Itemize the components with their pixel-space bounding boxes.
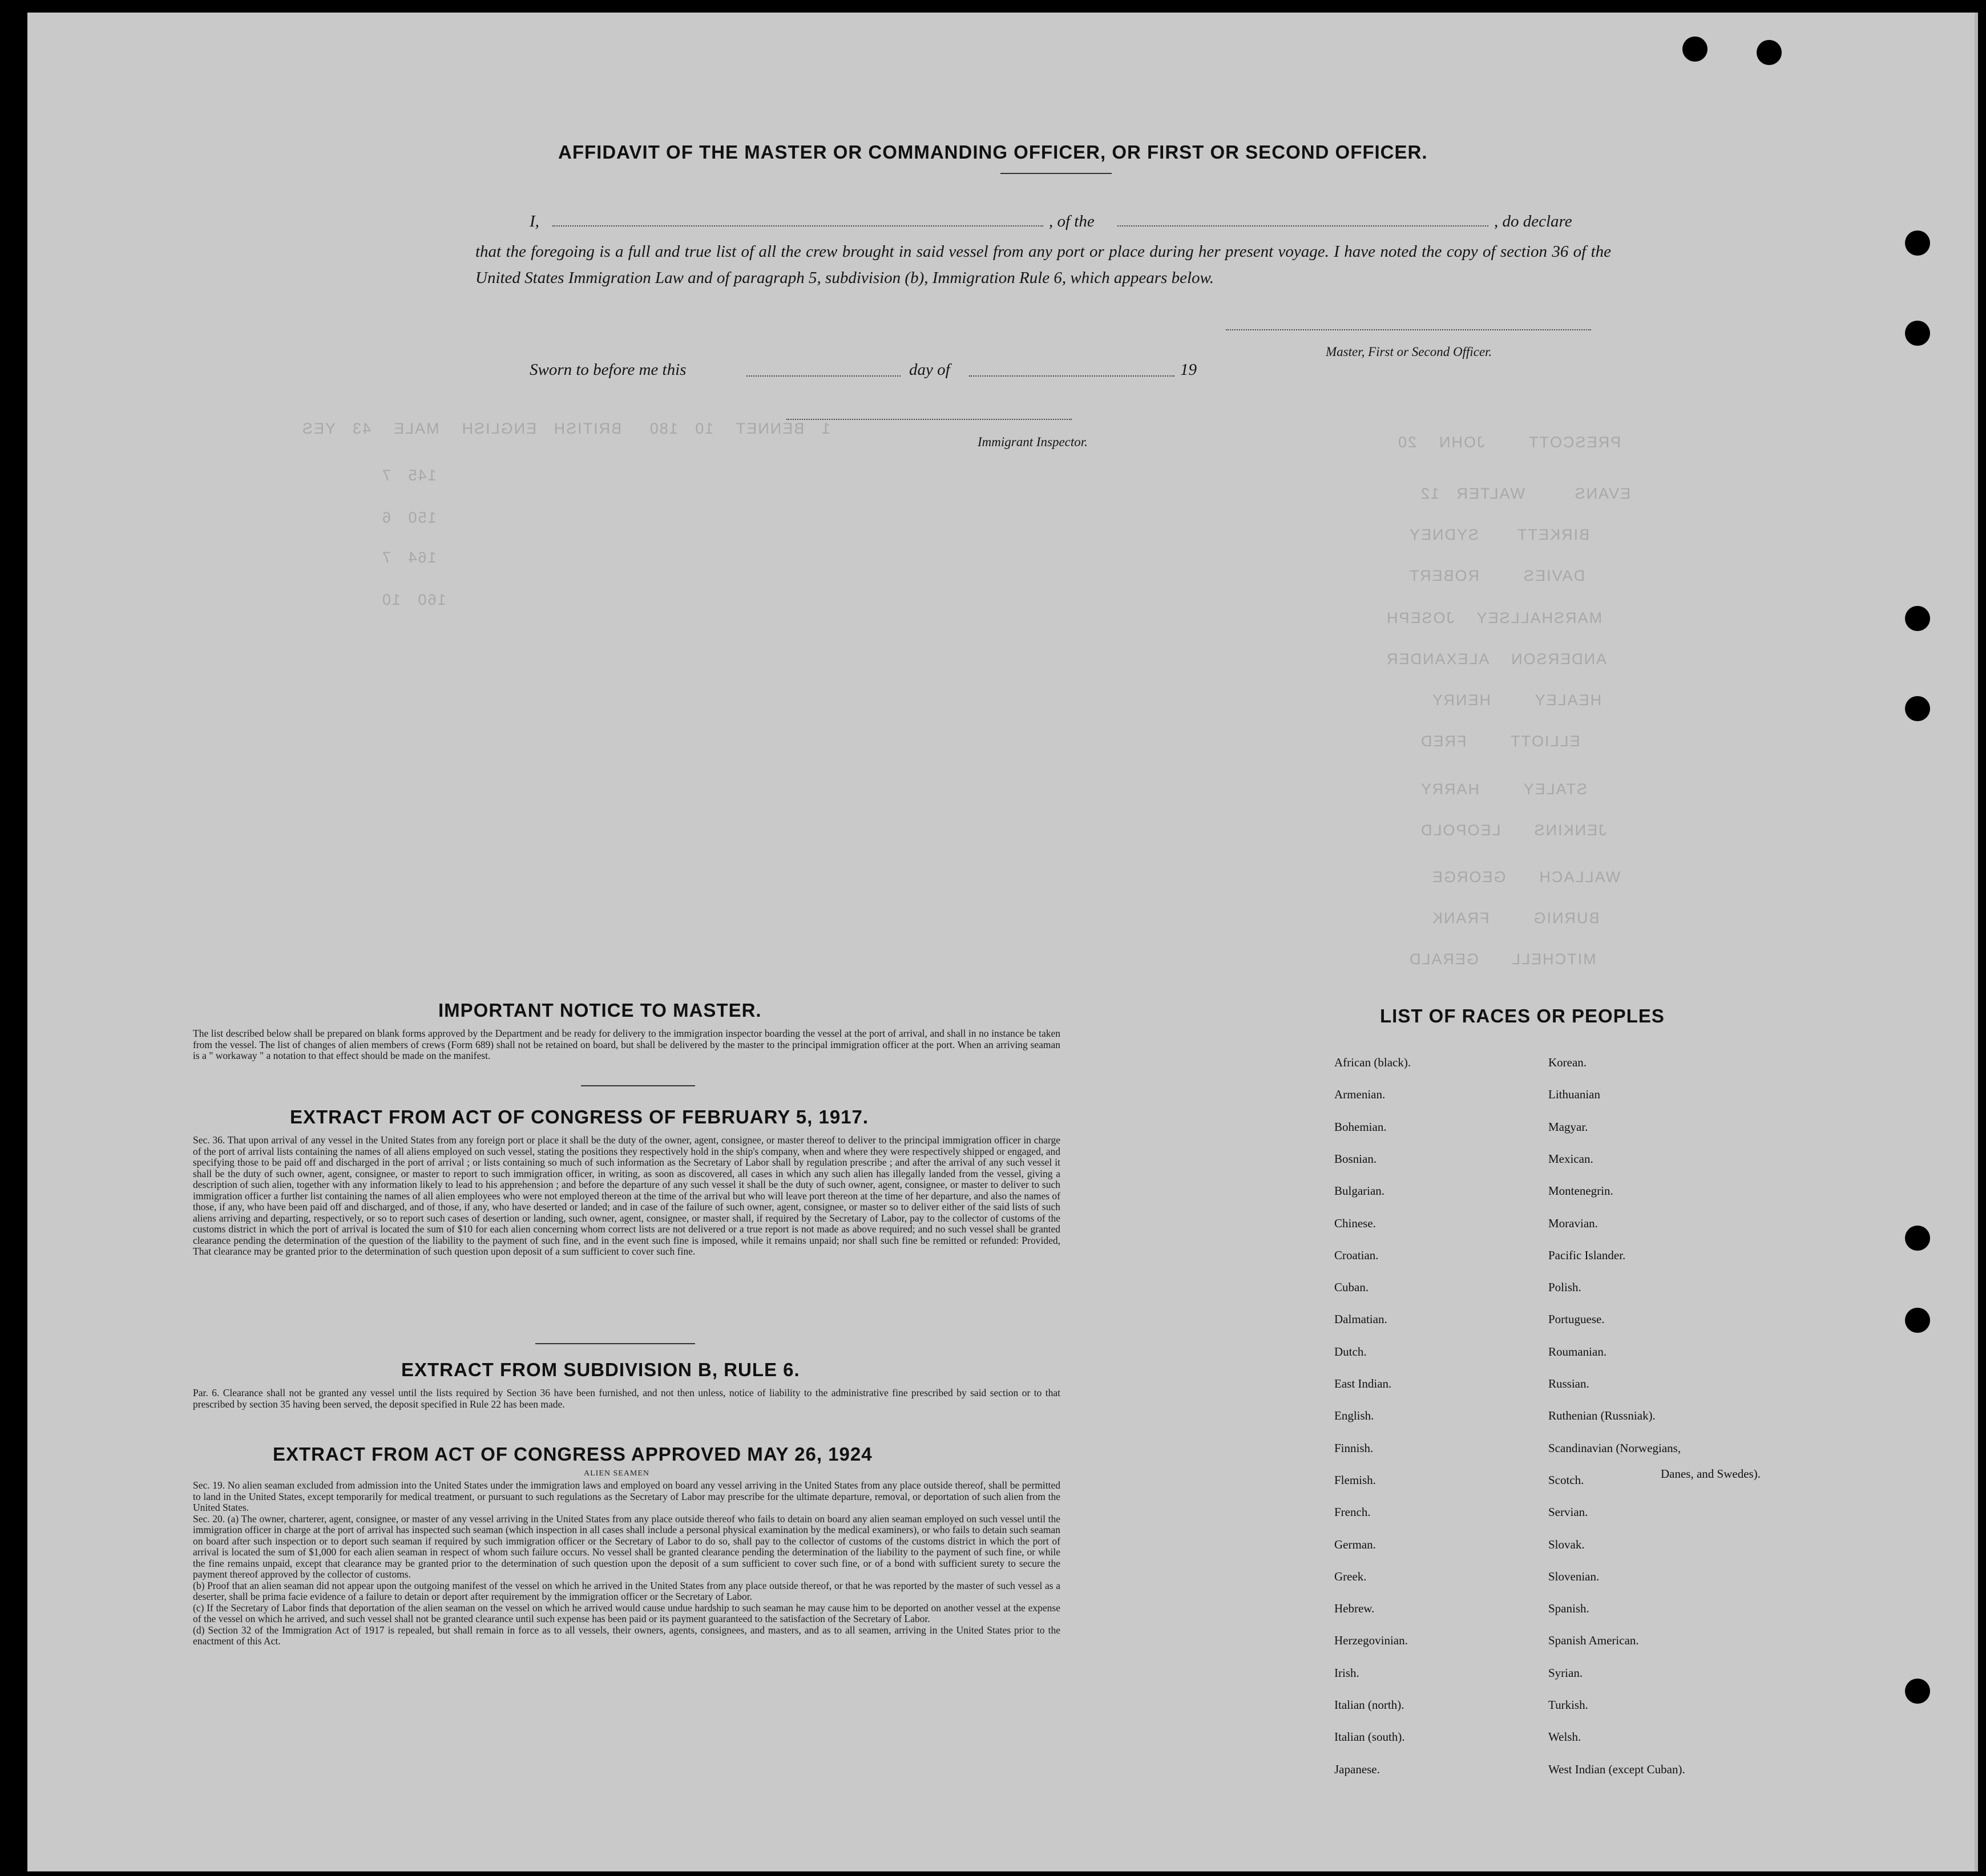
bleed-through-text: WALLACH GEORGE <box>1431 868 1621 886</box>
race-item: English. <box>1334 1409 1374 1423</box>
race-item: Irish. <box>1334 1665 1359 1680</box>
vessel-label: , of the <box>1049 212 1095 231</box>
race-item: Pacific Islander. <box>1548 1248 1626 1262</box>
sec19-paragraph: Sec. 19. No alien seaman excluded from admission into the United States under the immigration laws and employed on board any vessel arriving in the United States from any place outside thereof, shall be permitted to land in the United States, except temporarily for medical treatment, or pursuant to such regulations as the Secretary of Labor may prescribe for the ultimate departure, removal, or deportation of such alien from the United States. <box>193 1479 1060 1513</box>
race-item: Welsh. <box>1548 1730 1581 1744</box>
race-item: Bulgarian. <box>1334 1184 1385 1198</box>
binder-hole <box>1905 606 1930 631</box>
alien-seamen-subtitle: ALIEN SEAMEN <box>584 1469 650 1478</box>
sec20b-paragraph: (b) Proof that an alien seaman did not appear upon the outgoing manifest of the vessel on which he arrived in the United States from any place outside thereof, or that he was reported by the master of such vessel as a deserter, shall be prima facie evidence of a failure to detain or deport after requirement by the immigration officer or the Secretary of Labor. <box>193 1579 1060 1602</box>
master-signature-label: Master, First or Second Officer. <box>1326 345 1492 359</box>
affiant-label: I, <box>530 212 539 231</box>
divider <box>1000 173 1112 174</box>
bleed-through-text: 160 10 <box>381 591 446 608</box>
race-item: West Indian (except Cuban). <box>1548 1762 1685 1776</box>
race-item: East Indian. <box>1334 1377 1392 1390</box>
race-item: Bohemian. <box>1334 1119 1387 1134</box>
vessel-name-line[interactable] <box>1117 225 1488 227</box>
bleed-through-text: EVANS WALTER 12 <box>1420 485 1631 502</box>
day-of-label: day of <box>909 361 950 379</box>
extract-rule6-title: EXTRACT FROM SUBDIVISION B, RULE 6. <box>401 1359 800 1380</box>
binder-hole <box>1905 696 1930 721</box>
race-item: Lithuanian <box>1548 1087 1600 1102</box>
race-item: Hebrew. <box>1334 1602 1375 1616</box>
binder-hole <box>1905 1226 1930 1251</box>
race-item: Montenegrin. <box>1548 1184 1613 1198</box>
extract-1924-title: EXTRACT FROM ACT OF CONGRESS APPROVED MAY 26, 1924 <box>273 1444 873 1465</box>
bleed-through-text: MITCHELL GERALD <box>1408 951 1596 968</box>
bleed-through-text: DAVIES ROBERT <box>1408 567 1585 584</box>
sec20c-paragraph: (c) If the Secretary of Labor finds that deportation of the alien seaman on the vessel on which he arrived would cause undue hardship to such seaman he may cause him to be deported on another vessel at the expense of the vessel on which he arrived, and such vessel shall not be granted clearance until such expense has been paid or its payment guaranteed to the satisfaction of the Secretary of Labor. <box>193 1602 1060 1624</box>
bleed-through-text: 150 6 <box>381 509 437 526</box>
bleed-through-text: HEALEY HENRY <box>1431 692 1602 709</box>
race-item: Polish. <box>1548 1280 1581 1295</box>
bleed-through-text: BURNIG FRANK <box>1431 909 1600 927</box>
race-item: Magyar. <box>1548 1119 1588 1134</box>
race-item: Spanish. <box>1548 1602 1589 1616</box>
divider <box>581 1085 695 1086</box>
binder-hole <box>1757 40 1782 65</box>
race-item: Chinese. <box>1334 1216 1376 1230</box>
race-item: Croatian. <box>1334 1248 1379 1262</box>
declare-label: , do declare <box>1494 212 1572 231</box>
race-item: African (black). <box>1334 1056 1411 1069</box>
race-item: French. <box>1334 1505 1371 1519</box>
bleed-through-text: ELLIOTT FRED <box>1420 733 1580 750</box>
race-item: Greek. <box>1334 1569 1367 1583</box>
sec20a-paragraph: Sec. 20. (a) The owner, charterer, agent, consignee, or master of any vessel arriving in the United States from any place outside thereof who fails to detain on board any alien seaman employed on such vessel until the immigration officer in charge at the port of arrival has inspected such seaman (which inspection in all cases shall include a personal physical examination by the medical examiners), or who fails to detain such seaman on board after such inspection or to deport such seaman if required by such immigration officer or the Secretary of Labor to do so, shall pay to the collector of customs of the customs district in which the port of arrival is located the sum of $1,000 for each alien seaman in respect of whom such failure occurs. No vessel shall be granted clearance pending the determination of the liability to the payment of such fine, or while the fine remains unpaid, except that clearance may be granted prior to the determination of such question upon the deposit of a sum sufficient to cover such fine, or of a bond with sufficient surety to secure the payment thereof approved by the collector of customs. <box>193 1513 1060 1580</box>
inspector-label: Immigrant Inspector. <box>978 435 1088 449</box>
affidavit-title: AFFIDAVIT OF THE MASTER OR COMMANDING OFFICER, OR FIRST OR SECOND OFFICER. <box>558 141 1428 163</box>
sworn-month-line[interactable] <box>969 375 1174 377</box>
inspector-signature-line[interactable] <box>786 419 1072 420</box>
sworn-day-line[interactable] <box>746 375 901 377</box>
affiant-name-line[interactable] <box>552 225 1043 227</box>
sworn-label: Sworn to before me this <box>530 361 687 379</box>
notice-body: The list described below shall be prepared on blank forms approved by the Department and be ready for delivery to the immigration inspector boarding the vessel at the port of arrival, and shall in no instance be taken from the vessel. The list of changes of alien members of crews (Form 689) shall not be retained on board, but shall be delivered by the master to the principal immigration officer at the port. When an arriving seaman is a " workaway " a notation to that effect should be made on the manifest. <box>193 1028 1060 1061</box>
binder-hole <box>1905 231 1930 256</box>
race-item: Slovak. <box>1548 1537 1585 1551</box>
race-item: Cuban. <box>1334 1280 1369 1295</box>
race-item: Armenian. <box>1334 1087 1386 1102</box>
binder-hole <box>1905 321 1930 346</box>
bleed-through-text: 145 7 <box>381 467 437 484</box>
notice-title: IMPORTANT NOTICE TO MASTER. <box>438 1000 762 1021</box>
bleed-through-text: 1 BENNET 10 180 BRITISH ENGLISH MALE 43 YES <box>301 420 830 437</box>
race-item: Flemish. <box>1334 1473 1376 1487</box>
race-item: Finnish. <box>1334 1441 1374 1455</box>
binder-hole <box>1905 1679 1930 1704</box>
divider <box>535 1343 695 1344</box>
bleed-through-text: MARSHALLSEY JOSEPH <box>1386 609 1602 626</box>
race-item: Servian. <box>1548 1505 1588 1519</box>
race-item: Italian (north). <box>1334 1698 1404 1712</box>
bleed-through-text: STALEY HARRY <box>1420 781 1588 798</box>
race-item: Mexican. <box>1548 1151 1593 1166</box>
race-item: Ruthenian (Russniak). <box>1548 1409 1656 1423</box>
race-item: Slovenian. <box>1548 1569 1600 1583</box>
race-item: Spanish American. <box>1548 1634 1639 1648</box>
race-item: Turkish. <box>1548 1698 1588 1712</box>
bleed-through-text: JENKINS LEOPOLD <box>1420 822 1606 839</box>
race-item: Russian. <box>1548 1377 1589 1390</box>
bleed-through-text: PRESCOTT JOHN 20 <box>1397 434 1621 451</box>
bleed-through-text: 164 7 <box>381 549 437 566</box>
races-title: LIST OF RACES OR PEOPLES <box>1380 1005 1665 1026</box>
master-signature-line[interactable] <box>1226 329 1591 330</box>
race-item: Dutch. <box>1334 1344 1367 1359</box>
extract-1917-body: Sec. 36. That upon arrival of any vessel in the United States from any foreign port or place it shall be the duty of the owner, agent, consignee, or master thereof to deliver to the principal immigration officer in charge of the port of arrival lists containing the names of all aliens employed on such vessel, stating the positions they respectively hold in the ship's company, when and where they were respectively shipped or engaged, and specifying those to be paid off and discharged in the port of arrival ; or lists containing so much of such information as the Secretary of Labor shall by regulation prescribe ; and after the arrival of any such vessel it shall be the duty of such owner, agent, consignee, or master to report to such immigration officer, in writing, as soon as discovered, all cases in which any such alien has illegally landed from the vessel, giving a description of such alien, together with any information likely to lead to his apprehension ; and before the departure of any such vessel it shall be the duty of such owner, agent, consignee, or master to deliver to such immigration officer a further list containing the names of all alien employees who were not employed thereon at the time of the arrival but who will leave port thereon at the time of her departure, and also the names of those, if any, who have been paid off and discharged, and of those, if any, who have deserted or landed; and in case of the failure of such owner, agent, consignee, or master so to deliver either of the said lists of such aliens arriving and departing, respectively, or so to report such cases of desertion or landing, such owner, agent, consignee, or master shall, if required by the Secretary of Labor, pay to the collector of customs of the customs district in which the port of arrival is located the sum of $10 for each alien concerning whom correct lists are not delivered or a true report is not made as above required; and no such vessel shall be granted clearance pending the determination of the question of the liability to the payment of such fine, and in the event such fine is imposed, while it remains unpaid; nor shall such fine be remitted or refunded: Provided, That clearance may be granted prior to the determination of such question upon deposit of a sum sufficient to cover such fine. <box>193 1134 1060 1257</box>
year-prefix: 19 <box>1180 361 1197 379</box>
binder-hole <box>1905 1308 1930 1333</box>
race-item: Bosnian. <box>1334 1151 1377 1166</box>
race-item: Syrian. <box>1548 1665 1583 1680</box>
bleed-through-text: ANDERSON ALEXANDER <box>1386 650 1607 668</box>
race-item: Korean. <box>1548 1056 1587 1069</box>
race-item: Portuguese. <box>1548 1312 1605 1327</box>
document-page <box>27 13 1978 1871</box>
race-item: Herzegovinian. <box>1334 1634 1408 1648</box>
race-item: Italian (south). <box>1334 1730 1405 1744</box>
race-item: Dalmatian. <box>1334 1312 1387 1327</box>
extract-1924-body <box>193 1480 1060 1647</box>
race-item: Scotch. <box>1548 1473 1584 1487</box>
race-item: Japanese. <box>1334 1762 1380 1776</box>
race-item: German. <box>1334 1537 1376 1551</box>
race-item: Scandinavian (Norwegians, <box>1548 1441 1681 1455</box>
extract-rule6-body: Par. 6. Clearance shall not be granted any vessel until the lists required by Section 36 have been furnished, and not then unless, notice of liability to the administrative fine prescribed by said section or to that prescribed by section 35 having been served, the deposit specified in Rule 22 has been made. <box>193 1387 1060 1410</box>
race-item: Moravian. <box>1548 1216 1598 1230</box>
race-item: Danes, and Swedes). <box>1661 1467 1761 1481</box>
affidavit-body: that the foregoing is a full and true list of all the crew brought in said vessel from any port or place during her present voyage. I have noted the copy of section 36 of the United States Immigration Law and of paragraph 5, subdivision (b), Immigration Rule 6, which appears below. <box>475 242 1611 287</box>
page-edge <box>1975 13 1978 1871</box>
sec20d-paragraph: (d) Section 32 of the Immigration Act of 1917 is repealed, but shall remain in force as to all vessels, their owners, agents, consignees, and masters, and as to all seamen, arriving in the United States prior to the enactment of this Act. <box>193 1624 1060 1647</box>
race-item: Roumanian. <box>1548 1344 1607 1359</box>
extract-1917-title: EXTRACT FROM ACT OF CONGRESS OF FEBRUARY 5, 1917. <box>290 1106 869 1127</box>
binder-hole <box>1682 37 1708 62</box>
bleed-through-text: BIRKETT SYDNEY <box>1408 526 1590 543</box>
